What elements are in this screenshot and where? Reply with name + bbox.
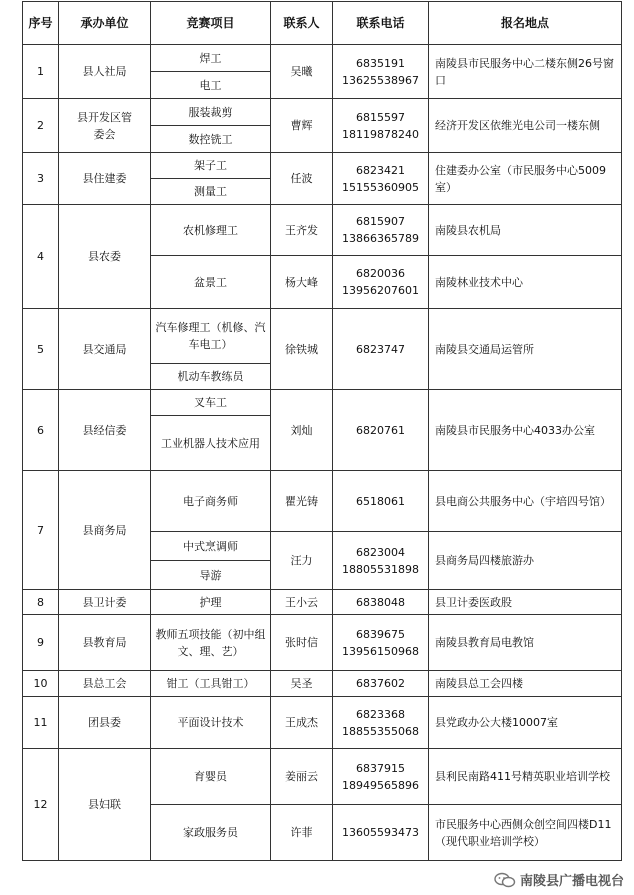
phone-line: 6837915 xyxy=(356,761,405,775)
phone-line: 6835191 xyxy=(356,56,405,70)
row-unit: 县总工会 xyxy=(59,671,151,697)
phone-line: 13956150968 xyxy=(342,644,419,658)
row-event: 电工 xyxy=(151,72,271,99)
row-contact: 徐铁城 xyxy=(271,309,333,390)
row-location: 县卫计委医政股 xyxy=(429,590,622,615)
row-location: 南陵县交通局运管所 xyxy=(429,309,622,390)
row-no: 7 xyxy=(23,471,59,590)
row-event: 汽车修理工（机修、汽车电工） xyxy=(151,309,271,364)
row-location: 南陵县市民服务中心二楼东侧26号窗口 xyxy=(429,45,622,99)
row-event: 数控铣工 xyxy=(151,126,271,153)
row-unit: 县卫计委 xyxy=(59,590,151,615)
table-row xyxy=(23,205,622,256)
row-location: 住建委办公室（市民服务中心5009室） xyxy=(429,153,622,205)
header-row xyxy=(23,2,622,45)
row-contact: 姜丽云 xyxy=(271,749,333,805)
row-no: 4 xyxy=(23,205,59,309)
row-event: 服装裁剪 xyxy=(151,99,271,126)
row-unit: 县交通局 xyxy=(59,309,151,390)
row-contact: 吴圣 xyxy=(271,671,333,697)
row-contact: 曹辉 xyxy=(271,99,333,153)
row-phone: 6518061 xyxy=(333,471,429,532)
table-row xyxy=(23,309,622,364)
header-contact: 联系人 xyxy=(271,2,333,45)
table-row xyxy=(23,697,622,749)
row-no: 2 xyxy=(23,99,59,153)
phone-line: 6815907 xyxy=(356,215,405,228)
row-event: 护理 xyxy=(151,590,271,615)
table-row xyxy=(23,153,622,179)
row-event: 焊工 xyxy=(151,45,271,72)
row-unit: 县住建委 xyxy=(59,153,151,205)
table-row xyxy=(23,671,622,697)
row-event: 中式烹调师 xyxy=(151,532,271,561)
row-event: 工业机器人技术应用 xyxy=(151,416,271,471)
row-event: 教师五项技能（初中组文、理、艺） xyxy=(151,615,271,671)
row-unit: 县教育局 xyxy=(59,615,151,671)
row-contact: 王成杰 xyxy=(271,697,333,749)
table-row xyxy=(23,45,622,72)
row-phone xyxy=(333,205,429,256)
row-phone: 13605593473 xyxy=(333,805,429,861)
row-location: 南陵县市民服务中心4033办公室 xyxy=(429,390,622,471)
row-location: 县电商公共服务中心（宇培四号馆） xyxy=(429,471,622,532)
row-event: 盆景工 xyxy=(151,256,271,309)
phone-line: 18855355068 xyxy=(342,724,419,738)
row-event: 机动车教练员 xyxy=(151,364,271,390)
row-event: 农机修理工 xyxy=(151,205,271,256)
phone-line: 6815597 xyxy=(356,110,405,124)
phone-line: 18949565896 xyxy=(342,778,419,792)
row-location: 市民服务中心西侧众创空间四楼D11（现代职业培训学校） xyxy=(429,805,622,861)
table-row xyxy=(23,390,622,416)
row-location: 县利民南路411号精英职业培训学校 xyxy=(429,749,622,805)
row-event: 测量工 xyxy=(151,179,271,205)
header-no: 序号 xyxy=(23,2,59,45)
row-event: 钳工（工具钳工） xyxy=(151,671,271,697)
row-location: 南陵县总工会四楼 xyxy=(429,671,622,697)
header-location: 报名地点 xyxy=(429,2,622,45)
row-contact: 许菲 xyxy=(271,805,333,861)
row-no: 1 xyxy=(23,45,59,99)
row-unit: 县人社局 xyxy=(59,45,151,99)
row-location: 县商务局四楼旅游办 xyxy=(429,532,622,590)
row-phone xyxy=(333,99,429,153)
row-location: 经济开发区依维光电公司一楼东侧 xyxy=(429,99,622,153)
row-unit: 县妇联 xyxy=(59,749,151,861)
watermark-text: 南陵县广播电视台 xyxy=(519,874,624,889)
row-location: 南陵县教育局电教馆 xyxy=(429,615,622,671)
header-unit: 承办单位 xyxy=(59,2,151,45)
row-phone xyxy=(333,532,429,590)
row-phone: 6837602 xyxy=(333,671,429,697)
phone-line: 13625538967 xyxy=(342,73,419,87)
row-unit: 县商务局 xyxy=(59,471,151,590)
row-unit: 县农委 xyxy=(59,205,151,309)
watermark xyxy=(494,870,624,889)
row-event: 育婴员 xyxy=(151,749,271,805)
row-location: 南陵县农机局 xyxy=(429,205,622,256)
row-contact: 瞿光铸 xyxy=(271,471,333,532)
row-no: 9 xyxy=(23,615,59,671)
row-phone xyxy=(333,697,429,749)
registration-table xyxy=(22,1,622,861)
row-unit: 县经信委 xyxy=(59,390,151,471)
row-location: 南陵林业技术中心 xyxy=(429,256,622,309)
table-row xyxy=(23,590,622,615)
phone-line: 6823421 xyxy=(356,163,405,177)
phone-line: 18119878240 xyxy=(342,127,419,141)
row-contact: 杨大峰 xyxy=(271,256,333,309)
row-no: 12 xyxy=(23,749,59,861)
table-row xyxy=(23,471,622,532)
row-unit: 团县委 xyxy=(59,697,151,749)
row-contact: 王小云 xyxy=(271,590,333,615)
row-contact: 任波 xyxy=(271,153,333,205)
row-contact: 张时信 xyxy=(271,615,333,671)
phone-line: 6823368 xyxy=(356,707,405,721)
row-phone xyxy=(333,256,429,309)
row-event: 架子工 xyxy=(151,153,271,179)
phone-line: 13866365789 xyxy=(342,232,419,245)
phone-line: 15155360905 xyxy=(342,180,419,194)
phone-line: 6820036 xyxy=(356,267,405,280)
row-phone: 6823747 xyxy=(333,309,429,390)
row-event: 叉车工 xyxy=(151,390,271,416)
table-row xyxy=(23,749,622,805)
row-phone xyxy=(333,749,429,805)
table-row xyxy=(23,615,622,671)
row-event: 家政服务员 xyxy=(151,805,271,861)
row-phone xyxy=(333,45,429,99)
row-no: 8 xyxy=(23,590,59,615)
row-contact: 刘灿 xyxy=(271,390,333,471)
row-contact: 汪力 xyxy=(271,532,333,590)
row-phone: 6838048 xyxy=(333,590,429,615)
row-no: 10 xyxy=(23,671,59,697)
row-unit: 县开发区管委会 xyxy=(59,99,151,153)
phone-line: 6839675 xyxy=(356,627,405,641)
row-event: 电子商务师 xyxy=(151,471,271,532)
row-phone: 6820761 xyxy=(333,390,429,471)
phone-line: 6823004 xyxy=(356,545,405,559)
phone-line: 13956207601 xyxy=(342,284,419,297)
header-event: 竞赛项目 xyxy=(151,2,271,45)
wechat-logo-icon xyxy=(494,872,516,888)
table-row xyxy=(23,99,622,126)
phone-line: 18805531898 xyxy=(342,562,419,576)
header-phone: 联系电话 xyxy=(333,2,429,45)
row-no: 6 xyxy=(23,390,59,471)
row-contact: 王齐发 xyxy=(271,205,333,256)
row-contact: 吴曦 xyxy=(271,45,333,99)
row-event: 平面设计技术 xyxy=(151,697,271,749)
row-no: 11 xyxy=(23,697,59,749)
row-location: 县党政办公大楼10007室 xyxy=(429,697,622,749)
row-event: 导游 xyxy=(151,561,271,590)
row-no: 3 xyxy=(23,153,59,205)
row-no: 5 xyxy=(23,309,59,390)
row-phone xyxy=(333,615,429,671)
row-phone xyxy=(333,153,429,205)
